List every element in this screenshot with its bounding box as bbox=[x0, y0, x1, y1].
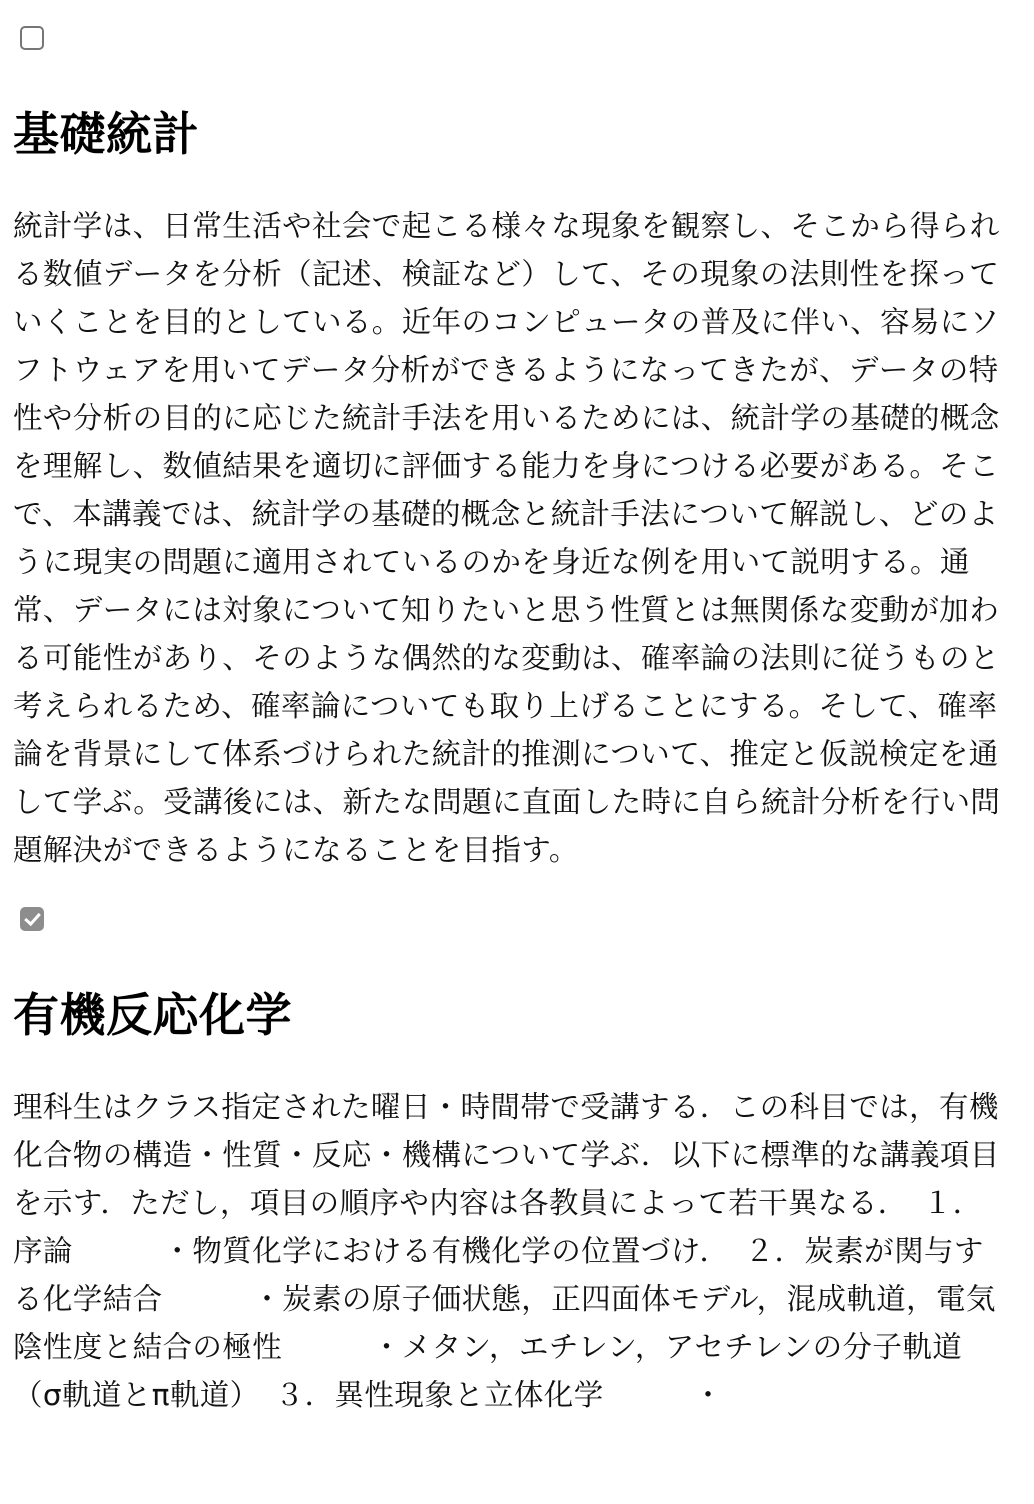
course-list bbox=[13, 0, 1008, 1419]
course-item-organic-reaction-chemistry bbox=[13, 907, 1008, 1419]
course-title: 有機反応化学 bbox=[13, 988, 292, 1042]
checkbox-row bbox=[13, 907, 1008, 933]
course-item-basic-statistics bbox=[13, 26, 1008, 874]
course-description: 理科生はクラス指定された曜日・時間帯で受講する．この科目では，有機化合物の構造・性質・反応・機構について学ぶ．以下に標準的な講義項目を示す．ただし，項目の順序や内容は各教員によって若干異なる． １．序論 ・物質化学における有機化学の位置づけ． ２．炭素が関与する化学結合 ・炭素の原子価状態，正四面体モデル，混成軌道，電気陰性度と結合の極性 ・メタン，エチレン，アセチレンの分子軌道（σ軌道とπ軌道） ３．異性現象と立体化学 ・ bbox=[13, 1090, 1000, 1412]
course-checkbox-basic-statistics[interactable] bbox=[20, 26, 44, 50]
checkbox-row bbox=[13, 26, 1008, 52]
course-title: 基礎統計 bbox=[13, 107, 199, 161]
course-description: 統計学は、日常生活や社会で起こる様々な現象を観察し、そこから得られる数値データを分析（記述、検証など）して、その現象の法則性を探っていくことを目的としている。近年のコンピュータの普及に伴い、容易にソフトウェアを用いてデータ分析ができるようになってきたが、データの特性や分析の目的に応じた統計手法を用いるためには、統計学の基礎的概念を理解し、数値結果を適切に評価する能力を身につける必要がある。そこで、本講義では、統計学の基礎的概念と統計手法について解説し、どのように現実の問題に適用されているのかを身近な例を用いて説明する。通常、データには対象について知りたいと思う性質とは無関係な変動が加わる可能性があり、そのような偶然的な変動は、確率論の法則に従うものと考えられるため、確率論についても取り上げることにする。そして、確率論を背景にして体系づけられた統計的推測について、推定と仮説検定を通して学ぶ。受講後には、新たな問題に直面した時に自ら統計分析を行い問題解決ができるようになることを目指す。 bbox=[13, 209, 1001, 867]
course-checkbox-organic-reaction-chemistry[interactable] bbox=[20, 907, 44, 931]
